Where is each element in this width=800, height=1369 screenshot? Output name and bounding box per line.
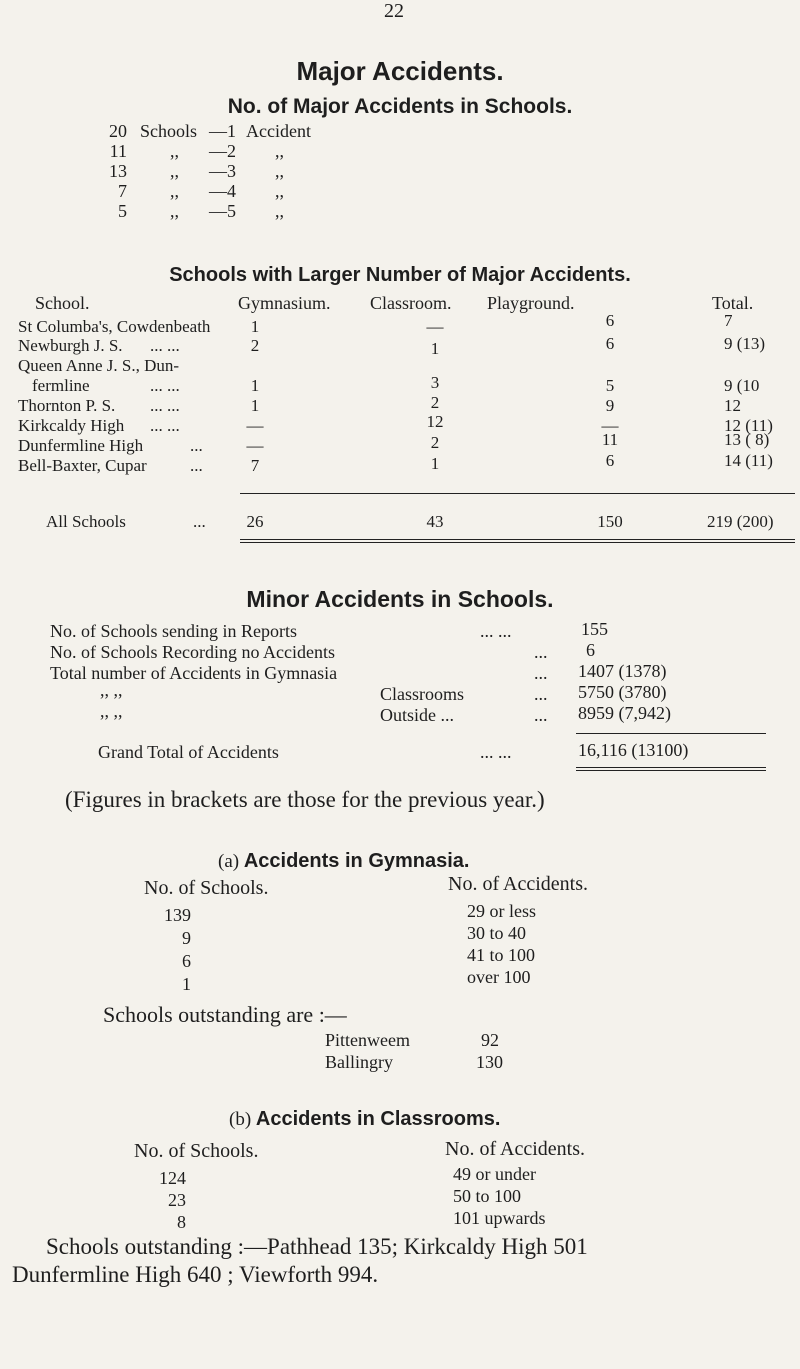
gymnasium-value: 2 [250, 336, 260, 355]
minor-label: No. of Schools sending in Reports [50, 621, 297, 641]
school-count: 11 [109, 141, 127, 161]
school-count: 8 [177, 1212, 186, 1232]
column-header-classroom: Classroom. [370, 293, 452, 313]
major-counts-heading: No. of Major Accidents in Schools. [227, 95, 573, 118]
column-header-accidents: No. of Accidents. [448, 873, 588, 895]
playground-value: 6 [605, 311, 615, 330]
column-header-gymnasium: Gymnasium. [238, 293, 331, 313]
school-name: Newburgh J. S. [18, 336, 123, 355]
accident-value: 92 [481, 1030, 499, 1050]
playground-value: — [601, 416, 619, 435]
total-value: 12 [724, 396, 741, 415]
accident-value: 130 [476, 1052, 503, 1072]
minor-label: Outside ... [380, 705, 454, 725]
classroom-value: 2 [430, 393, 440, 412]
gymnasium-value: 1 [250, 376, 260, 395]
accident-range: 101 upwards [453, 1208, 546, 1228]
playground-total: 150 [597, 512, 623, 531]
gymnasium-value: — [246, 436, 264, 455]
minor-value: 1407 (1378) [578, 661, 667, 681]
total-value: 9 (13) [724, 334, 766, 353]
footnote-previous-year: (Figures in brackets are those for the previous year.) [65, 787, 545, 812]
school-count: 9 [182, 928, 191, 948]
dot-leader: ... [190, 456, 203, 475]
page-number: 22 [384, 0, 404, 22]
section-prefix: (b) [229, 1109, 252, 1130]
classroom-value: — [426, 317, 444, 336]
classroom-value: 12 [426, 412, 444, 431]
dot-leader: ... [534, 663, 548, 683]
total-value: 7 [724, 311, 733, 330]
accident-count: —2 [209, 141, 236, 161]
column-header-accidents: No. of Accidents. [445, 1138, 585, 1160]
accident-range: over 100 [467, 967, 531, 987]
total-value: 13 ( 8) [724, 430, 770, 449]
column-header-playground: Playground. [487, 293, 575, 313]
classroom-value: 1 [430, 454, 440, 473]
dot-leader: ... ... [150, 416, 180, 435]
accident-label: Accident [246, 121, 311, 141]
school-name: Queen Anne J. S., Dun- [18, 356, 180, 375]
page-title: Major Accidents. [296, 56, 504, 86]
minor-label: Total number of Accidents in Gymnasia [50, 663, 338, 683]
school-count: 20 [109, 121, 127, 141]
school-count: 13 [109, 161, 127, 181]
column-header-schools: No. of Schools. [134, 1140, 259, 1162]
grand-total: 219 (200) [707, 512, 774, 531]
total-value: 14 (11) [724, 451, 773, 470]
school-count: 23 [168, 1190, 186, 1210]
gymnasium-value: 1 [250, 317, 260, 336]
minor-heading: Minor Accidents in Schools. [246, 586, 554, 612]
dot-leader: ... ... [150, 336, 180, 355]
minor-label: Classrooms [380, 684, 465, 704]
accident-range: 50 to 100 [453, 1186, 522, 1206]
dot-leader: ... ... [150, 376, 180, 395]
ditto-mark: ,, ,, [100, 680, 123, 700]
column-header-school: School. [35, 293, 90, 313]
classroom-value: 2 [430, 433, 440, 452]
school-count: 5 [118, 201, 127, 221]
column-header-schools: No. of Schools. [144, 877, 269, 899]
column-header-total: Total. [712, 293, 754, 313]
classroom-total: 43 [426, 512, 444, 531]
accident-range: 41 to 100 [467, 945, 536, 965]
dot-leader: ... ... [150, 396, 180, 415]
table-rule [576, 767, 766, 768]
gymnasium-value: 1 [250, 396, 260, 415]
grand-total-value: 16,116 (13100) [578, 740, 689, 760]
table-rule [576, 770, 766, 771]
accident-count: —4 [209, 181, 236, 201]
school-name: Dunfermline High [18, 436, 144, 455]
gymnasium-total: 26 [246, 512, 264, 531]
accident-count: —1 [209, 121, 236, 141]
ditto-mark: ,, [275, 201, 284, 221]
school-count: 7 [118, 181, 127, 201]
total-value: 9 (10 [724, 376, 760, 395]
minor-value: 8959 (7,942) [578, 703, 671, 723]
school-name: Kirkcaldy High [18, 416, 125, 435]
section-letter-a [218, 850, 469, 873]
accident-range: 30 to 40 [467, 923, 527, 943]
ditto-mark: ,, [170, 201, 179, 221]
larger-table-heading: Schools with Larger Number of Major Accidents. [169, 264, 631, 286]
accident-count: —3 [209, 161, 236, 181]
minor-value: 155 [581, 619, 608, 639]
gymnasium-value: 7 [250, 456, 260, 475]
school-count: 124 [159, 1168, 186, 1188]
total-value: 12 (11) [724, 416, 773, 435]
ditto-mark: ,, [170, 161, 179, 181]
dot-leader: ... ... [480, 742, 512, 762]
school-name: Pittenweem [325, 1030, 410, 1050]
classroom-value: 1 [430, 339, 440, 358]
dot-leader: ... ... [480, 621, 512, 641]
minor-label: No. of Schools Recording no Accidents [50, 642, 335, 662]
dot-leader: ... [534, 684, 548, 704]
ditto-mark: ,, [170, 181, 179, 201]
school-count: 6 [182, 951, 191, 971]
schools-label: Schools [140, 121, 198, 141]
classroom-outstanding-line: Dunfermline High 640 ; Viewforth 994. [12, 1262, 379, 1287]
accident-range: 49 or under [453, 1164, 536, 1184]
minor-value: 6 [586, 640, 595, 660]
playground-value: 6 [605, 334, 615, 353]
school-count: 1 [182, 974, 191, 994]
school-name: Thornton P. S. [18, 396, 116, 415]
accident-count: —5 [209, 201, 236, 221]
dot-leader: ... [190, 436, 203, 455]
dot-leader: ... [534, 705, 548, 725]
all-schools-label: All Schools [46, 512, 126, 531]
gymnasium-value: — [246, 416, 264, 435]
playground-value: 5 [605, 376, 615, 395]
accident-range: 29 or less [467, 901, 536, 921]
classroom-value: 3 [430, 373, 440, 392]
school-name: St Columba's, Cowdenbeath [18, 317, 211, 336]
table-rule [240, 493, 795, 494]
ditto-mark: ,, [275, 181, 284, 201]
playground-value: 6 [605, 451, 615, 470]
classrooms-heading: Accidents in Classrooms. [255, 1108, 501, 1130]
table-rule [576, 733, 766, 734]
dot-leader: ... [534, 642, 548, 662]
playground-value: 11 [601, 430, 619, 449]
school-name-continued: fermline [32, 376, 90, 395]
ditto-mark: ,, [275, 141, 284, 161]
section-letter-b [229, 1108, 500, 1131]
table-rule [240, 539, 795, 540]
minor-value: 5750 (3780) [578, 682, 667, 702]
gymnasia-heading: Accidents in Gymnasia. [243, 850, 470, 872]
gym-outstanding-label: Schools outstanding are :— [103, 1002, 347, 1027]
table-rule [240, 542, 795, 543]
classroom-outstanding-line: Schools outstanding :—Pathhead 135; Kirkcaldy High 501 [46, 1234, 588, 1259]
ditto-mark: ,, [275, 161, 284, 181]
ditto-mark: ,, [170, 141, 179, 161]
section-prefix: (a) [218, 851, 240, 872]
school-count: 139 [164, 905, 191, 925]
school-name: Bell-Baxter, Cupar [18, 456, 147, 475]
school-name: Ballingry [325, 1052, 393, 1072]
ditto-mark: ,, ,, [100, 701, 123, 721]
dot-leader: ... [193, 512, 206, 531]
grand-total-label: Grand Total of Accidents [98, 742, 279, 762]
playground-value: 9 [605, 396, 615, 415]
